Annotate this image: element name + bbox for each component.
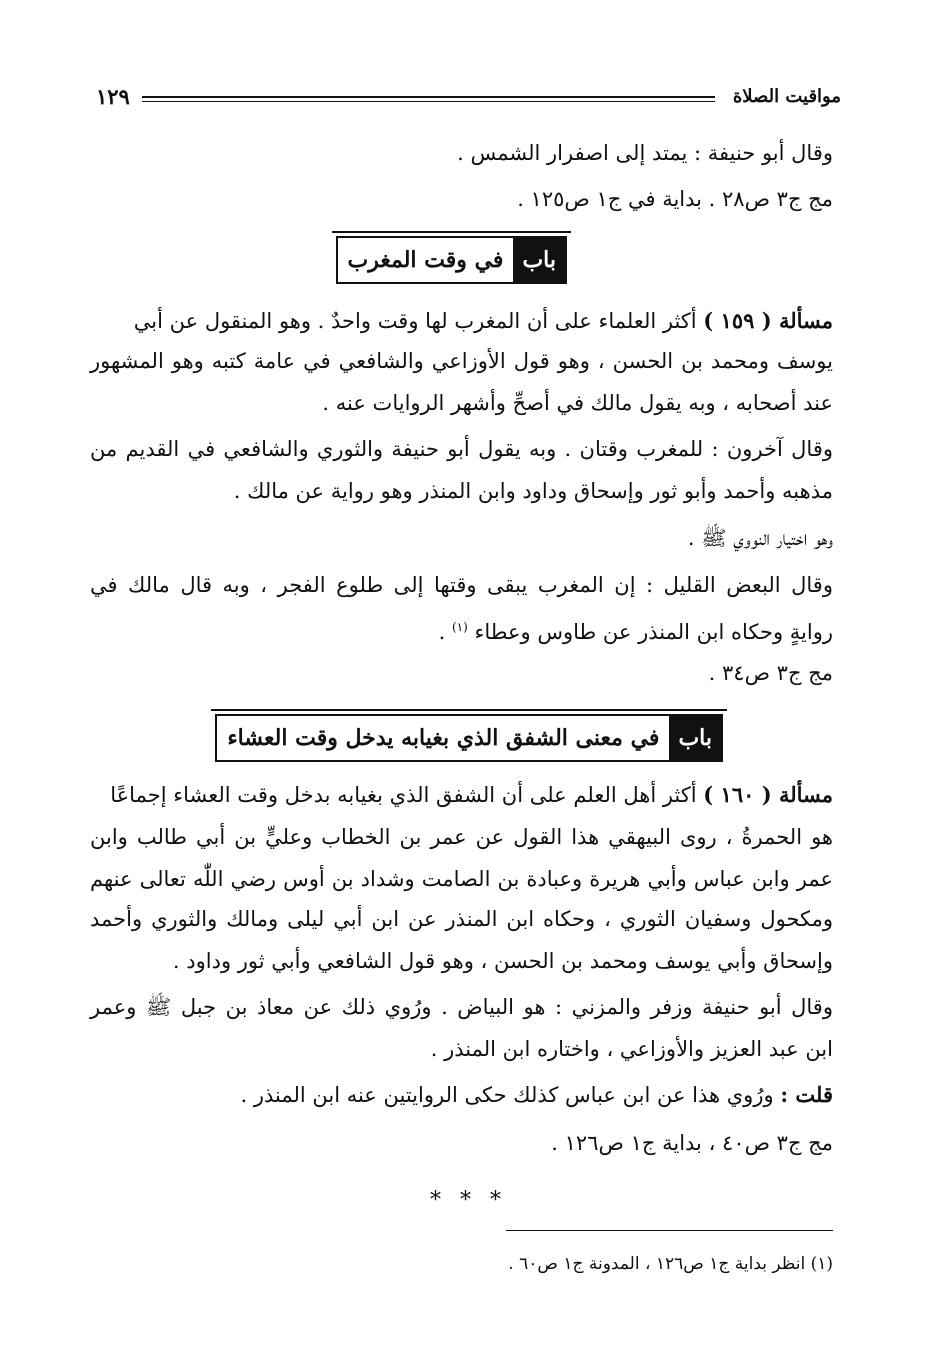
text-line: هو الحمرةُ ، روى البيهقي هذا القول عن عمر بن الخطاب وعليٍّ بن أبي طالب وابن (90, 825, 833, 849)
issue-line (90, 306, 833, 336)
text-line: وقال أبو حنيفة : يمتد إلى اصفرار الشمس . (457, 141, 833, 165)
text-line: عند أصحابه ، وبه يقول مالك في أصحِّ وأشهر الروايات عنه . (322, 391, 833, 415)
text-fragment: أكثر أهل العلم على أن الشفق الذي بغيابه بدخل وقت العشاء إجماعًا (110, 783, 697, 807)
running-header-title: مواقيت الصلاة (732, 86, 841, 107)
page-number: ١٢٩ (96, 84, 130, 109)
text-line: مذهبه وأحمد وأبو ثور وإسحاق وداود وابن المنذر وهو رواية عن مالك . (233, 479, 833, 503)
section-tag: باب (669, 716, 721, 760)
section-heading-maghrib (336, 236, 567, 284)
text-fragment: ورُوي هذا عن ابن عباس كذلك حكى الروايتين عنه ابن المنذر . (240, 1083, 774, 1107)
issue-label: مسألة ( ١٦٠ ) (703, 782, 833, 807)
citation-line: مج ج٣ ص٤٠ ، بداية ج١ ص١٢٦ . (551, 1131, 833, 1155)
qult-line (90, 1080, 833, 1110)
text-line: وقال آخرون : للمغرب وقتان . وبه يقول أبو حنيفة والثوري والشافعي في القديم من (90, 437, 833, 461)
section-heading-shafaq (215, 714, 723, 762)
citation-line: مج ج٣ ص٣٤ . (708, 661, 833, 685)
footnote-text: (١) انظر بداية ج١ ص١٢٦ ، المدونة ج١ ص٦٠ . (508, 1254, 833, 1274)
text-line: ابن عبد العزيز والأوزاعي ، واختاره ابن المنذر . (430, 1037, 833, 1061)
separator-stars: * * * (430, 1188, 507, 1213)
section-tag: باب (513, 238, 565, 282)
text-fragment: أكثر العلماء على أن المغرب لها وقت واحدٌ . وهو المنقول عن أبي (133, 309, 697, 333)
section-title: في وقت المغرب (347, 247, 504, 273)
text-line: وقال البعض القليل : إن المغرب يبقى وقتها إلى طلوع الفجر ، وبه قال مالك في (90, 573, 833, 597)
text-line: وإسحاق وأبي يوسف ومحمد بن الحسن ، وهو قول الشافعي وأبي ثور وداود . (172, 949, 833, 973)
section-title: في معنى الشفق الذي بغيابه يدخل وقت العشاء (227, 725, 660, 751)
text-fragment: روايةٍ وحكاه ابن المنذر عن طاوس وعطاء (474, 620, 833, 644)
qult-label: قلت : (780, 1082, 833, 1107)
footnote-rule (506, 1230, 833, 1231)
citation-line: مج ج٣ ص٢٨ . بداية في ج١ ص١٢٥ . (517, 187, 833, 211)
text-line: وقال أبو حنيفة وزفر والمزني : هو البياض . ورُوي ذلك عن معاذ بن جبل ﷺ وعمر (90, 995, 833, 1019)
issue-line (90, 780, 833, 810)
text-line: يوسف ومحمد بن الحسن ، وهو قول الأوزاعي والشافعي في عامة كتبه وهو المشهور (90, 349, 833, 373)
text-line: ومكحول وسفيان الثوري ، وحكاه ابن المنذر عن ابن أبي ليلى ومالك والثوري وأحمد (90, 907, 833, 931)
text-line: عمر وابن عباس وأبي هريرة وعبادة بن الصامت وشداد بن أوس رضي اللّٰه تعالى عنهم (90, 867, 833, 891)
issue-label: مسألة ( ١٥٩ ) (703, 308, 833, 333)
text-line: روايةٍ وحكاه ابن المنذر عن طاوس وعطاء $^{(١)}$ . (438, 620, 833, 644)
header-rule (142, 96, 715, 102)
footnote-ref: (١) (451, 620, 468, 634)
text-line: وهو اختيار النووي ﷺ . (687, 526, 833, 550)
